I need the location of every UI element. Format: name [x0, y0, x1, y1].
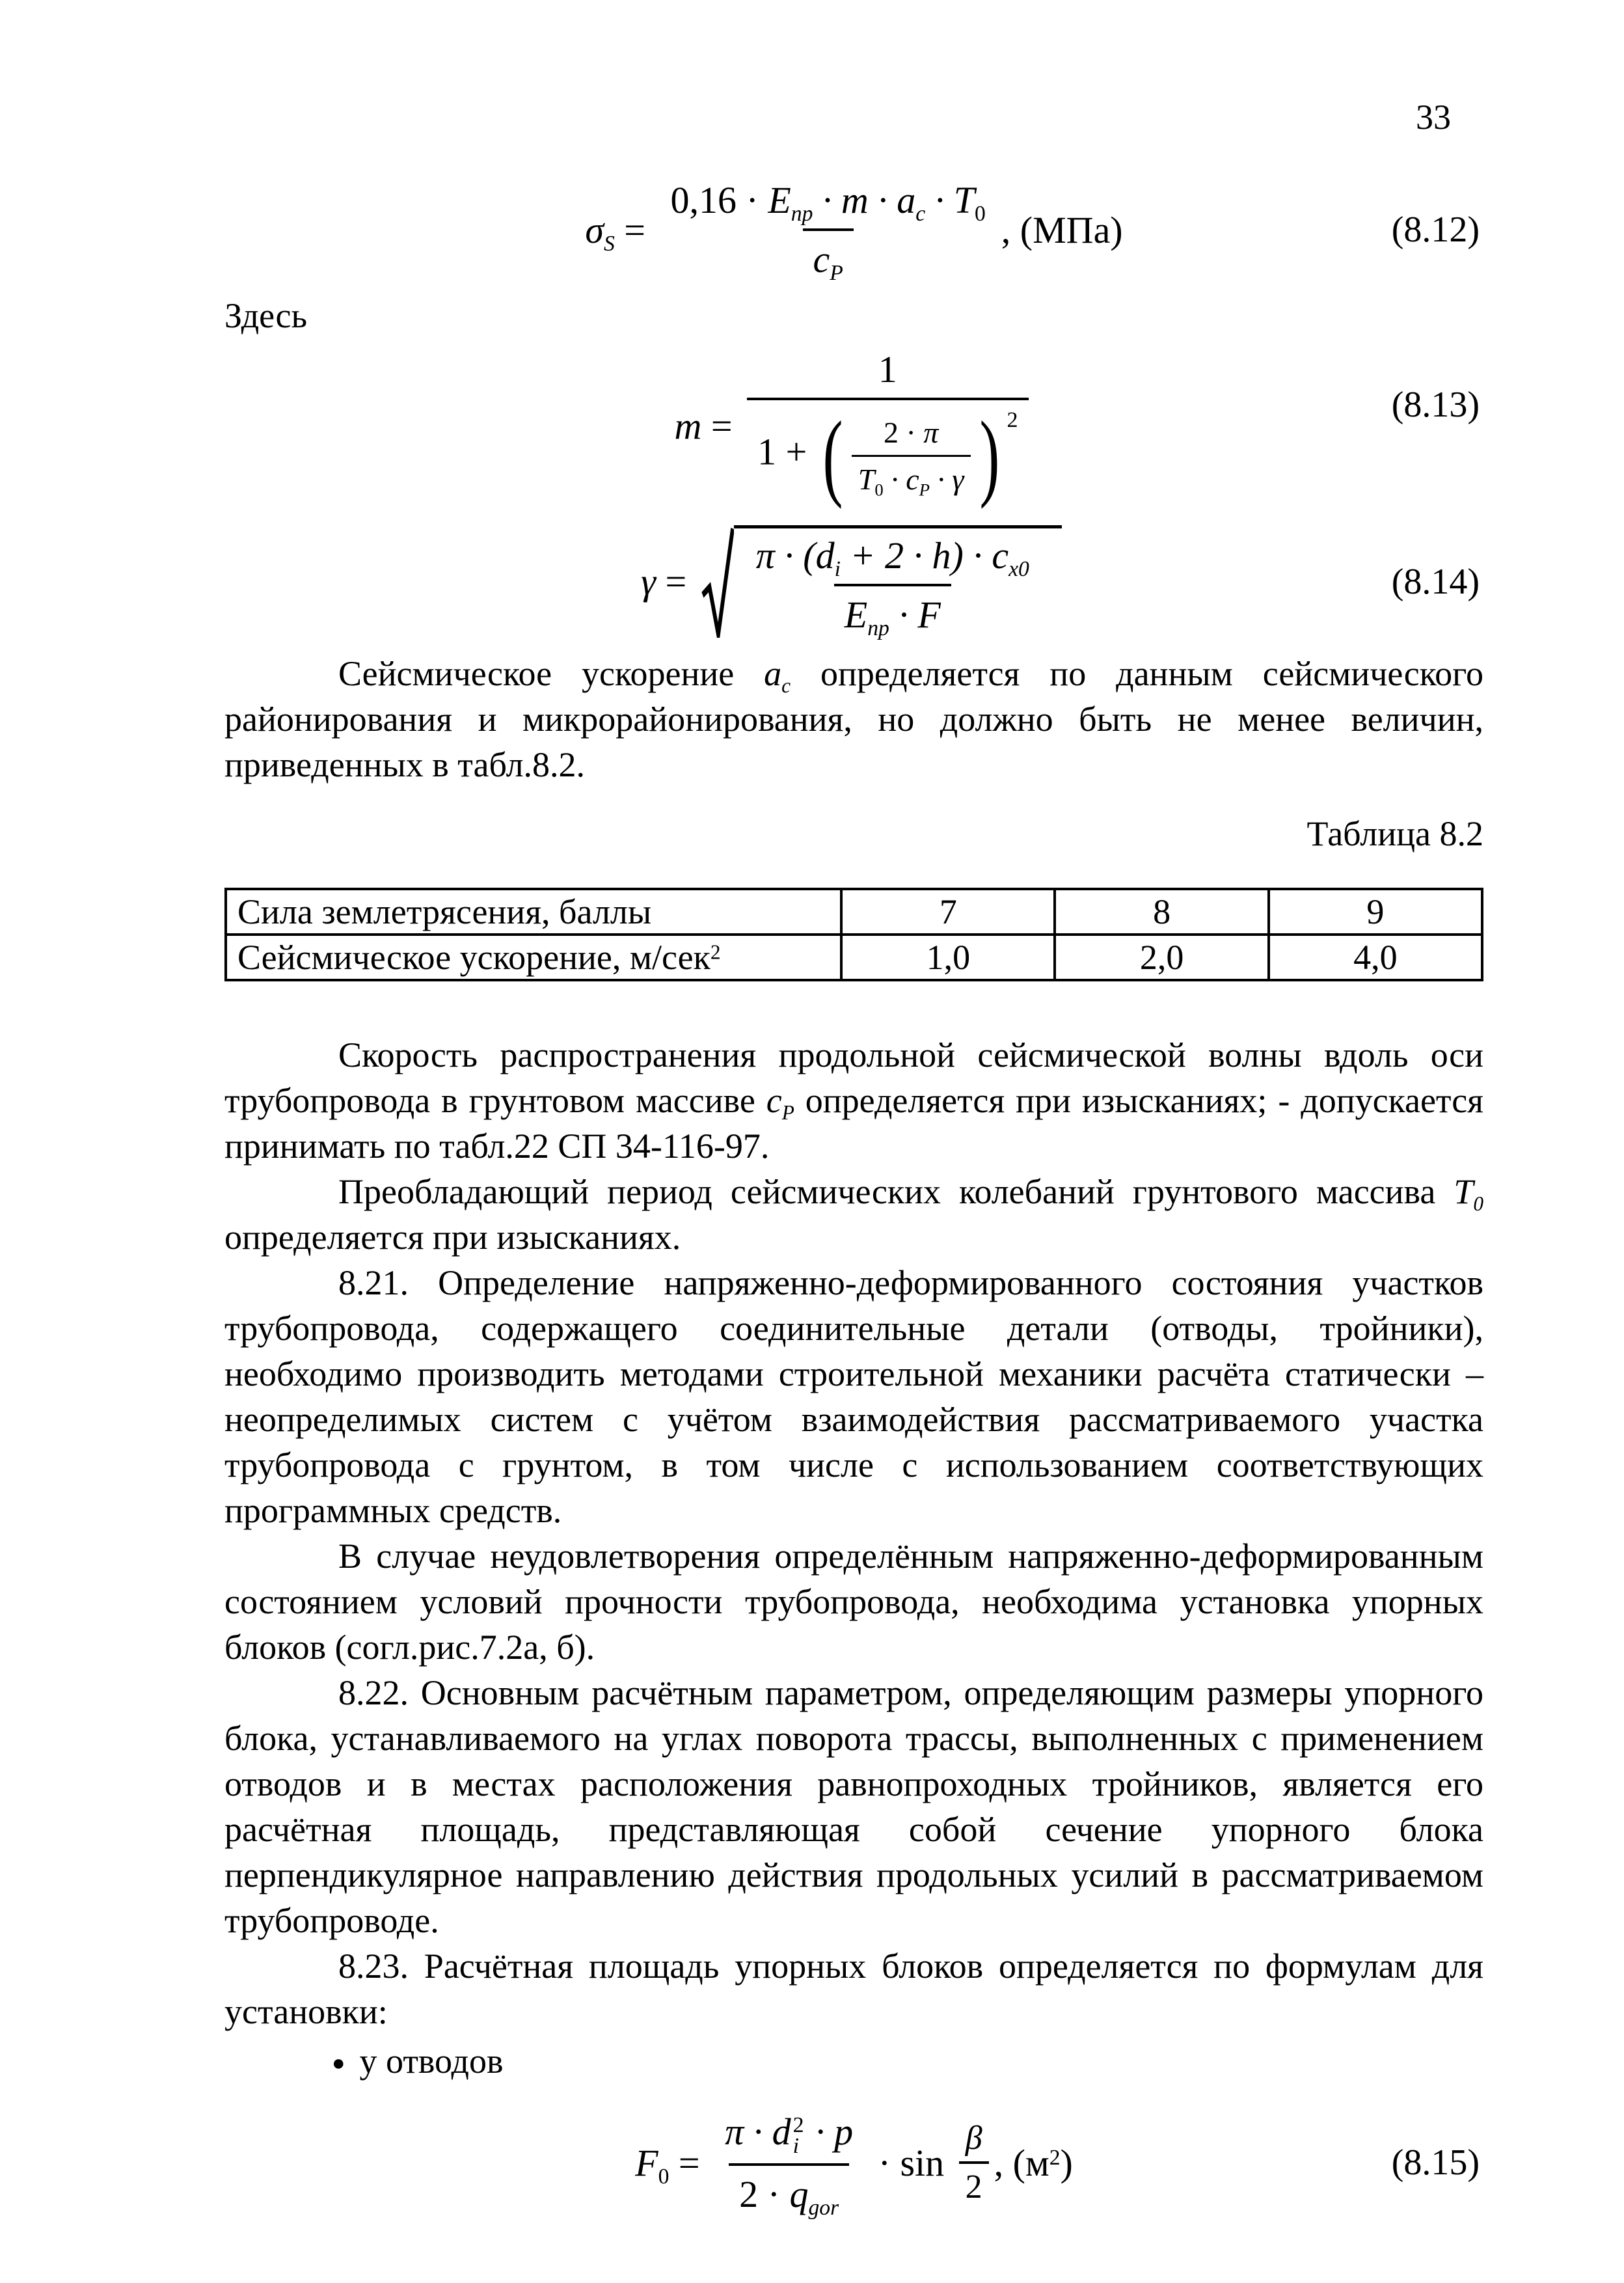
- formula-f0: [635, 2110, 1073, 2220]
- fx-sub: i: [834, 556, 841, 581]
- m-symbol: m: [674, 405, 702, 447]
- paragraph-8-22: 8.22. Основным расчётным параметром, определяющим размеры упорного блока, устанавливаемого на углах поворота трассы, выполненных с применением отводов и в местах расположения равнопроходных тройников, является его расчётная площадь, представляющая собой сечение упорного блока перпендикулярное направлению действия продольных усилий в рассматриваемом трубопроводе.: [224, 1673, 1483, 1940]
- text-run: Сейсмическое ускорение: [338, 654, 765, 693]
- equation-number: (8.15): [1391, 2142, 1480, 2183]
- t-symbol: T: [1454, 1172, 1474, 1211]
- formula-sigma-s: [585, 178, 1123, 285]
- row-label: Сейсмическое ускорение, м/сек: [237, 938, 710, 977]
- table-cell-value: 4,0: [1269, 935, 1482, 980]
- fx-token: · p: [805, 2111, 854, 2153]
- formula-units: [1001, 208, 1123, 252]
- denominator: [834, 584, 951, 640]
- fx-token: · γ: [929, 462, 964, 496]
- fx-sub: gor: [808, 2195, 839, 2220]
- sigma-symbol: σ: [585, 208, 604, 251]
- fx-token: 2 ·: [739, 2172, 790, 2215]
- equation-number: (8.13): [1391, 385, 1480, 425]
- fx-token: · c: [883, 462, 919, 496]
- t-subscript: 0: [1473, 1192, 1483, 1215]
- fx-token: · sin: [869, 2141, 954, 2184]
- row-label: Сила землетрясения, баллы: [237, 892, 652, 931]
- formula-lhs: [674, 404, 742, 448]
- table-cell-value: 9: [1269, 889, 1482, 935]
- radical-icon: [701, 525, 734, 638]
- numerator: 1: [878, 348, 897, 390]
- fx-sup: 2: [1049, 2146, 1061, 2170]
- exponent: 2: [1007, 408, 1018, 432]
- table-8-2: [224, 888, 1483, 981]
- page-content: [224, 178, 1484, 2220]
- paragraph-wave-speed: [224, 1032, 1483, 1169]
- fx-sub: c: [915, 201, 926, 226]
- numerator: [714, 2110, 863, 2163]
- fx-token: π · d: [725, 2111, 791, 2153]
- text-run: Преобладающий период сейсмических колебаний грунтового массива: [338, 1172, 1454, 1211]
- pi-symbol: π: [923, 415, 939, 449]
- a-subscript: c: [781, 674, 791, 697]
- paragraph-thrust-blocks: В случае неудовлетворения определённым напряженно-деформированным состоянием условий прочности трубопровода, необходима установка упорных блоков (согл.рис.7.2а, б).: [224, 1537, 1483, 1667]
- close-paren: ): [979, 402, 1000, 510]
- equation-number: (8.14): [1391, 561, 1480, 602]
- equation-8-14: [224, 525, 1483, 638]
- sin-operator: [869, 2141, 954, 2185]
- formula-lhs: [635, 2141, 710, 2189]
- equals-sign: =: [669, 2141, 710, 2184]
- numerator: [746, 534, 1040, 584]
- bullet-text: у отводов: [359, 2042, 504, 2081]
- fx-sub: 0: [974, 201, 986, 226]
- numerator: [959, 2119, 989, 2161]
- table-cell-value: 8: [1055, 889, 1268, 935]
- paren-group: [817, 402, 1018, 510]
- text-run: определяется при изысканиях.: [224, 1218, 681, 1257]
- denominator: 2: [959, 2161, 989, 2206]
- paragraph-dominant-period: [224, 1169, 1483, 1260]
- paragraph-8-21: 8.21. Определение напряженно-деформированного состояния участков трубопровода, содержащего соединительные детали (отводы, тройники), необходимо производить методами строительной механики расчёта статически – неопределимых систем с учётом взаимодействия рассматриваемого участка трубопровода с грунтом, в том числе с использованием соответствующих программных средств.: [224, 1263, 1483, 1530]
- fx-sub: пр: [791, 201, 813, 226]
- beta-fraction: [959, 2119, 989, 2206]
- paragraph-seismic-acceleration: [224, 651, 1483, 787]
- here-label: Здесь: [224, 296, 308, 335]
- fraction: [714, 2110, 863, 2220]
- fx-token: π · (d: [755, 534, 835, 577]
- inner-denominator: [852, 455, 971, 497]
- sub-sup-stack: [792, 2112, 804, 2158]
- c-symbol: c: [766, 1081, 782, 1120]
- bullet-item-bends: [332, 2038, 1483, 2086]
- table-row: [226, 889, 1482, 935]
- formula-lhs: [641, 560, 696, 603]
- equals-sign: =: [614, 208, 655, 251]
- fx-token: E: [768, 179, 791, 221]
- bullet-icon: ●: [332, 2051, 345, 2075]
- text-run: Скорость распространения продольной сейсмической волны вдоль оси трубопровода в грунтовом массиве: [224, 1035, 1483, 1120]
- fx-token: , (МПа): [1001, 208, 1123, 251]
- fx-token: c: [813, 238, 830, 280]
- fx-token: q: [789, 2172, 809, 2215]
- equation-8-12: [224, 178, 1483, 285]
- fraction: [746, 534, 1040, 640]
- fx-sub: x0: [1008, 556, 1029, 581]
- open-paren: (: [822, 402, 843, 510]
- inner-numerator: [877, 415, 945, 455]
- table-wrapper: [224, 888, 1483, 981]
- fx-token: T: [858, 462, 875, 496]
- table-row: [226, 935, 1482, 980]
- formula-units: [994, 2141, 1073, 2185]
- gamma-symbol: γ: [641, 560, 656, 603]
- fx-token: · m · a: [813, 179, 916, 221]
- c-subscript: P: [781, 1100, 794, 1124]
- denominator: [729, 2163, 849, 2220]
- numerator: [660, 178, 996, 228]
- fx-sub: P: [919, 479, 930, 499]
- radicand: [734, 525, 1062, 638]
- fx-sup: 2: [792, 2112, 804, 2137]
- fx-token: · T: [925, 179, 975, 221]
- table-cell-value: 7: [841, 889, 1055, 935]
- table-cell-value: 2,0: [1055, 935, 1268, 980]
- equals-sign: =: [701, 405, 742, 447]
- fx-sub: 0: [874, 479, 884, 499]
- fraction: [660, 178, 996, 285]
- fx-sub: P: [830, 260, 843, 285]
- beta-symbol: β: [965, 2120, 982, 2157]
- f-symbol: F: [635, 2141, 658, 2184]
- fraction: [747, 348, 1028, 510]
- fx-token: · F: [889, 594, 941, 636]
- f-subscript: 0: [658, 2164, 670, 2189]
- paragraph-8-23: 8.23. Расчётная площадь упорных блоков определяется по формулам для установки:: [224, 1947, 1483, 2031]
- table-cell-value: 1,0: [841, 935, 1055, 980]
- row-label-sup: 2: [710, 940, 721, 964]
- sigma-subscript: S: [603, 231, 615, 256]
- fx-token: E: [844, 594, 868, 636]
- table-cell-label: [226, 889, 841, 935]
- formula-lhs: [585, 208, 655, 256]
- fx-sub: пр: [867, 616, 889, 640]
- fx-token: + 2 · h) · c: [840, 534, 1009, 577]
- fx-token: 1 +: [757, 430, 817, 473]
- equation-number: (8.12): [1391, 210, 1480, 250]
- fx-token: ): [1060, 2141, 1073, 2184]
- table-caption: Таблица 8.2: [1306, 814, 1483, 853]
- fx-token: , (м: [994, 2141, 1049, 2184]
- a-symbol: a: [764, 654, 782, 693]
- denominator: [803, 228, 854, 285]
- equals-sign: =: [655, 560, 696, 603]
- square-root: [701, 525, 1062, 638]
- equation-8-13: [224, 348, 1483, 510]
- formula-m: [674, 348, 1033, 510]
- fx-sub: i: [792, 2133, 800, 2158]
- equation-8-15: [224, 2110, 1483, 2220]
- inner-fraction: [852, 415, 971, 497]
- formula-gamma: [641, 525, 1067, 638]
- denominator: [747, 398, 1028, 510]
- text-run: определяется по данным сейсмического районирования и микрорайонирования, но должно быть не менее величин, приведенных в табл.8.2.: [224, 654, 1483, 784]
- fx-token: 2 ·: [883, 415, 924, 449]
- fx-token: 0,16 ·: [670, 179, 768, 221]
- text-run: определяется при изысканиях; - допускается принимать по табл.22 СП 34-116-97.: [224, 1081, 1484, 1166]
- table-cell-label: [226, 935, 841, 980]
- page-number: 33: [1416, 98, 1451, 137]
